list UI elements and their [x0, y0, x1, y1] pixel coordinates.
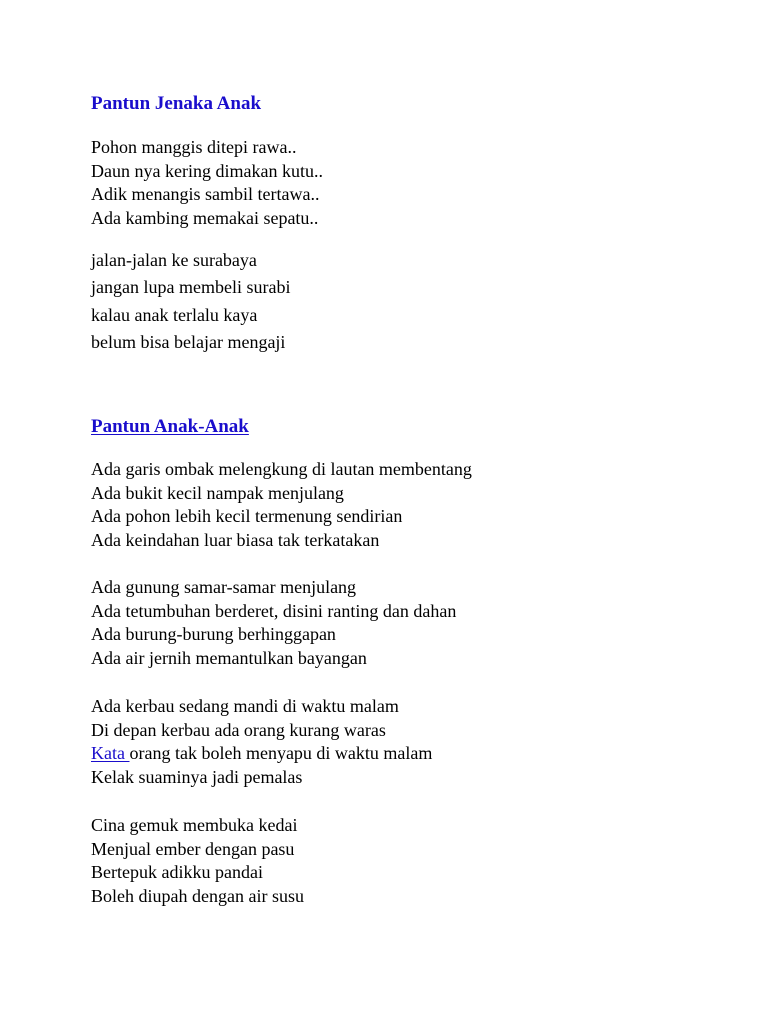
- poem-line: Ada pohon lebih kecil termenung sendirian: [91, 506, 403, 527]
- stanza-3: [91, 458, 472, 553]
- poem-line: Kelak suaminya jadi pemalas: [91, 767, 303, 788]
- poem-line-with-link: [91, 742, 432, 766]
- stanza-6: [91, 814, 304, 909]
- poem-line: Daun nya kering dimakan kutu..: [91, 160, 323, 181]
- poem-line: Pohon manggis ditepi rawa..: [91, 137, 297, 157]
- poem-line: Ada kambing memakai sepatu..: [91, 208, 319, 229]
- poem-line: kalau anak terlalu kaya: [91, 304, 258, 325]
- poem-line: Ada tetumbuhan berderet, disini ranting dan dahan: [91, 600, 457, 621]
- stanza-1: [91, 136, 323, 231]
- poem-line: Ada kerbau sedang mandi di waktu malam: [91, 696, 399, 716]
- poem-line: Boleh diupah dengan air susu: [91, 886, 304, 907]
- poem-line: jangan lupa membeli surabi: [91, 277, 291, 298]
- poem-line-text: orang tak boleh menyapu di waktu malam: [129, 743, 433, 764]
- poem-line: Cina gemuk membuka kedai: [91, 815, 298, 835]
- poem-line: jalan-jalan ke surabaya: [91, 250, 257, 270]
- poem-line: Ada bukit kecil nampak menjulang: [91, 482, 344, 503]
- poem-line: belum bisa belajar mengaji: [91, 331, 286, 352]
- stanza-5: [91, 695, 432, 790]
- poem-line: Bertepuk adikku pandai: [91, 862, 263, 883]
- poem-line: Di depan kerbau ada orang kurang waras: [91, 719, 386, 740]
- stanza-4: [91, 576, 456, 671]
- poem-line: Ada burung-burung berhinggapan: [91, 624, 336, 645]
- poem-line: Menjual ember dengan pasu: [91, 838, 295, 859]
- kata-link[interactable]: Kata: [91, 743, 130, 764]
- poem-line: Ada gunung samar-samar menjulang: [91, 577, 357, 597]
- poem-line: Ada keindahan luar biasa tak terkatakan: [91, 530, 380, 551]
- section-title-pantun-anak-anak-link[interactable]: Pantun Anak-Anak: [91, 416, 249, 437]
- section-title-pantun-jenaka-anak: Pantun Jenaka Anak: [91, 93, 262, 114]
- stanza-2: [91, 247, 290, 356]
- poem-line: Ada garis ombak melengkung di lautan membentang: [91, 459, 472, 479]
- poem-line: Adik menangis sambil tertawa..: [91, 184, 320, 205]
- poem-line: Ada air jernih memantulkan bayangan: [91, 648, 367, 669]
